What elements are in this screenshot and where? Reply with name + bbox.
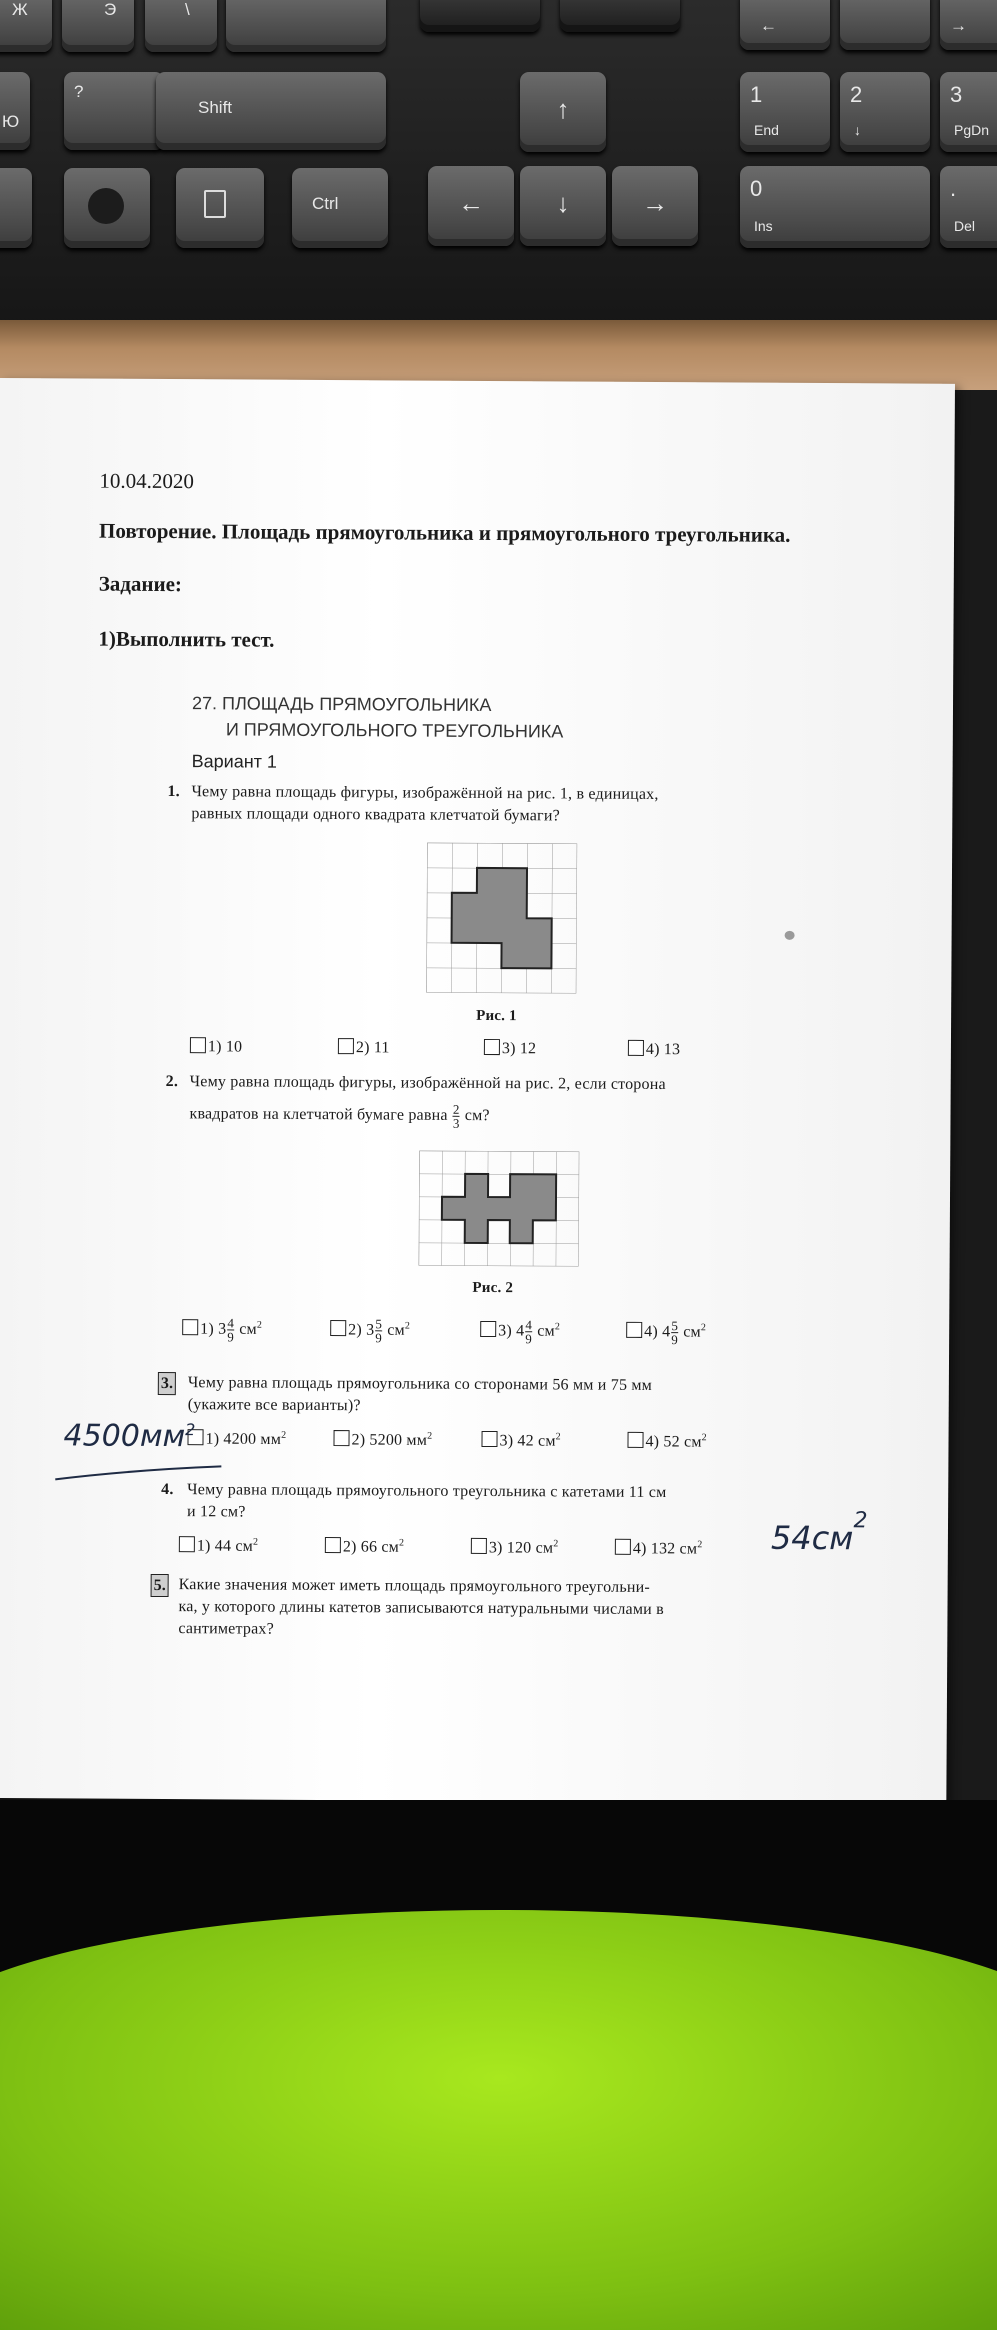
section-title-1: 27. ПЛОЩАДЬ ПРЯМОУГОЛЬНИКА <box>191 693 492 716</box>
q2-number: 2. <box>165 1073 179 1091</box>
q1-option-1[interactable]: 1) 10 <box>190 1036 242 1057</box>
checkbox[interactable] <box>333 1430 349 1446</box>
key-yu: Ю <box>0 72 30 150</box>
figure-1-caption: Рис. 1 <box>476 1007 517 1025</box>
key-arrow-left: ← <box>428 166 514 246</box>
q2-option-3[interactable]: 3) 4 $\frac{4}{9}$ $см^2$ <box>480 1316 560 1346</box>
q4-option-1[interactable]: 1) 44 $см^2$ <box>179 1531 259 1557</box>
q3-text-line2: (укажите все варианты)? <box>187 1396 361 1415</box>
figure-2-caption: Рис. 2 <box>472 1279 514 1297</box>
checkbox[interactable] <box>627 1432 643 1448</box>
key-numpad-right-arrow: → <box>940 0 997 50</box>
q1-text-line2: равных площади одного квадрата клетчатой бумаги? <box>191 805 560 825</box>
key-shift: Shift <box>156 72 386 150</box>
q4-text-line1: Чему равна площадь прямоугольного треугольника с катетами 11 см <box>187 1481 667 1502</box>
task-label: Задание: <box>98 571 183 597</box>
key-backslash: \ <box>145 0 217 52</box>
q2-text-line2: квадратов на клетчатой бумаге равна $\frac{2}{3}$ см? <box>189 1101 490 1131</box>
key-left-edge <box>0 168 32 248</box>
figure-1-grid <box>426 843 577 994</box>
checkbox[interactable] <box>179 1536 195 1552</box>
key-arrow-up: ↑ <box>520 72 606 152</box>
green-fabric <box>0 1910 997 2330</box>
q1-number: 1. <box>167 783 180 801</box>
key-numpad-del: . Del <box>940 166 997 248</box>
q4-text-line2: и 12 см? <box>187 1503 246 1521</box>
checkbox[interactable] <box>484 1039 500 1055</box>
q4-option-2[interactable]: 2) 66 $см^2$ <box>325 1532 405 1558</box>
q1-option-4[interactable]: 4) 13 <box>628 1039 680 1060</box>
key-ctrl: Ctrl <box>292 168 388 248</box>
key-numpad-left-arrow: ← <box>740 0 830 50</box>
keyboard <box>0 0 997 330</box>
figure-2-grid <box>419 1151 580 1267</box>
q4-option-4[interactable]: 4) 132 $см^2$ <box>615 1534 703 1560</box>
date: 10.04.2020 <box>99 468 194 494</box>
key-e: Э <box>62 0 134 52</box>
checkbox[interactable] <box>182 1319 198 1335</box>
checkbox[interactable] <box>626 1322 642 1338</box>
q2-option-2[interactable]: 2) 3 $\frac{5}{9}$ $см^2$ <box>330 1315 410 1345</box>
q3-number: 3. <box>158 1372 177 1395</box>
checkbox[interactable] <box>471 1538 487 1554</box>
checkbox[interactable] <box>480 1321 496 1337</box>
key-arrow-down: ↓ <box>520 166 606 246</box>
key-windows <box>64 168 150 248</box>
key-arrow-right: → <box>612 166 698 246</box>
q1-text-line1: Чему равна площадь фигуры, изображённой на рис. 1, в единицах, <box>191 783 659 804</box>
key-numpad-1: 1 End <box>740 72 830 152</box>
q1-option-3[interactable]: 3) 12 <box>484 1038 536 1059</box>
q3-option-3[interactable]: 3) 42 $см^2$ <box>481 1426 561 1452</box>
checkbox[interactable] <box>190 1037 206 1053</box>
q5-text-line1: Какие значения может иметь площадь прямоугольного треугольни- <box>178 1576 650 1596</box>
key-menu <box>176 168 264 248</box>
key-end-top <box>560 0 680 32</box>
q4-option-3[interactable]: 3) 120 $см^2$ <box>471 1533 559 1559</box>
handwritten-q3-answer: $4500мм^2$ <box>63 1418 196 1455</box>
section-title-2: И ПРЯМОУГОЛЬНОГО ТРЕУГОЛЬНИКА <box>225 719 564 742</box>
key-numpad-0: 0 Ins <box>740 166 930 248</box>
key-blank-top <box>226 0 386 52</box>
key-numpad-2: 2 ↓ <box>840 72 930 152</box>
q5-number: 5. <box>151 1574 170 1597</box>
worksheet-paper <box>0 378 955 1804</box>
key-del-top <box>420 0 540 32</box>
q3-option-4[interactable]: 4) 52 $см^2$ <box>627 1427 707 1453</box>
q2-fraction: $\frac{2}{3}$ <box>452 1101 460 1131</box>
checkbox[interactable] <box>628 1040 644 1056</box>
variant-label: Вариант 1 <box>191 751 278 772</box>
topic-heading: Повторение. Площадь прямоугольника и прямоугольного треугольника. <box>98 518 791 547</box>
q5-text-line2: ка, у которого длины катетов записываются натуральными числами в <box>178 1598 664 1619</box>
q4-number: 4. <box>161 1481 174 1499</box>
key-numpad-3: 3 PgDn <box>940 72 997 152</box>
q1-option-2[interactable]: 2) 11 <box>338 1037 390 1058</box>
checkbox[interactable] <box>338 1038 354 1054</box>
q3-option-2[interactable]: 2) 5200 $мм^2$ <box>333 1425 432 1451</box>
q2-text-line1: Чему равна площадь фигуры, изображённой на рис. 2, если сторона <box>189 1073 666 1094</box>
handwritten-q4-answer: $54см^2$ <box>770 1508 868 1558</box>
task-item: 1)Выполнить тест. <box>98 626 275 652</box>
checkbox[interactable] <box>481 1431 497 1447</box>
q5-text-line3: сантиметрах? <box>178 1620 274 1638</box>
key-zh: Ж <box>0 0 52 52</box>
windows-icon <box>88 188 124 224</box>
key-numpad-top-mid <box>840 0 930 50</box>
paper-speck <box>785 931 795 940</box>
q2-option-4[interactable]: 4) 4 $\frac{5}{9}$ $см^2$ <box>626 1317 706 1347</box>
q3-text-line1: Чему равна площадь прямоугольника со сторонами 56 мм и 75 мм <box>187 1374 653 1395</box>
q2-option-1[interactable]: 1) 3 $\frac{4}{9}$ $см^2$ <box>182 1314 262 1344</box>
checkbox[interactable] <box>330 1320 346 1336</box>
key-question: ? <box>64 72 164 150</box>
checkbox[interactable] <box>325 1537 341 1553</box>
checkbox[interactable] <box>615 1539 631 1555</box>
q3-option-1[interactable]: 1) 4200 $мм^2$ <box>187 1424 286 1450</box>
menu-icon <box>204 190 226 218</box>
